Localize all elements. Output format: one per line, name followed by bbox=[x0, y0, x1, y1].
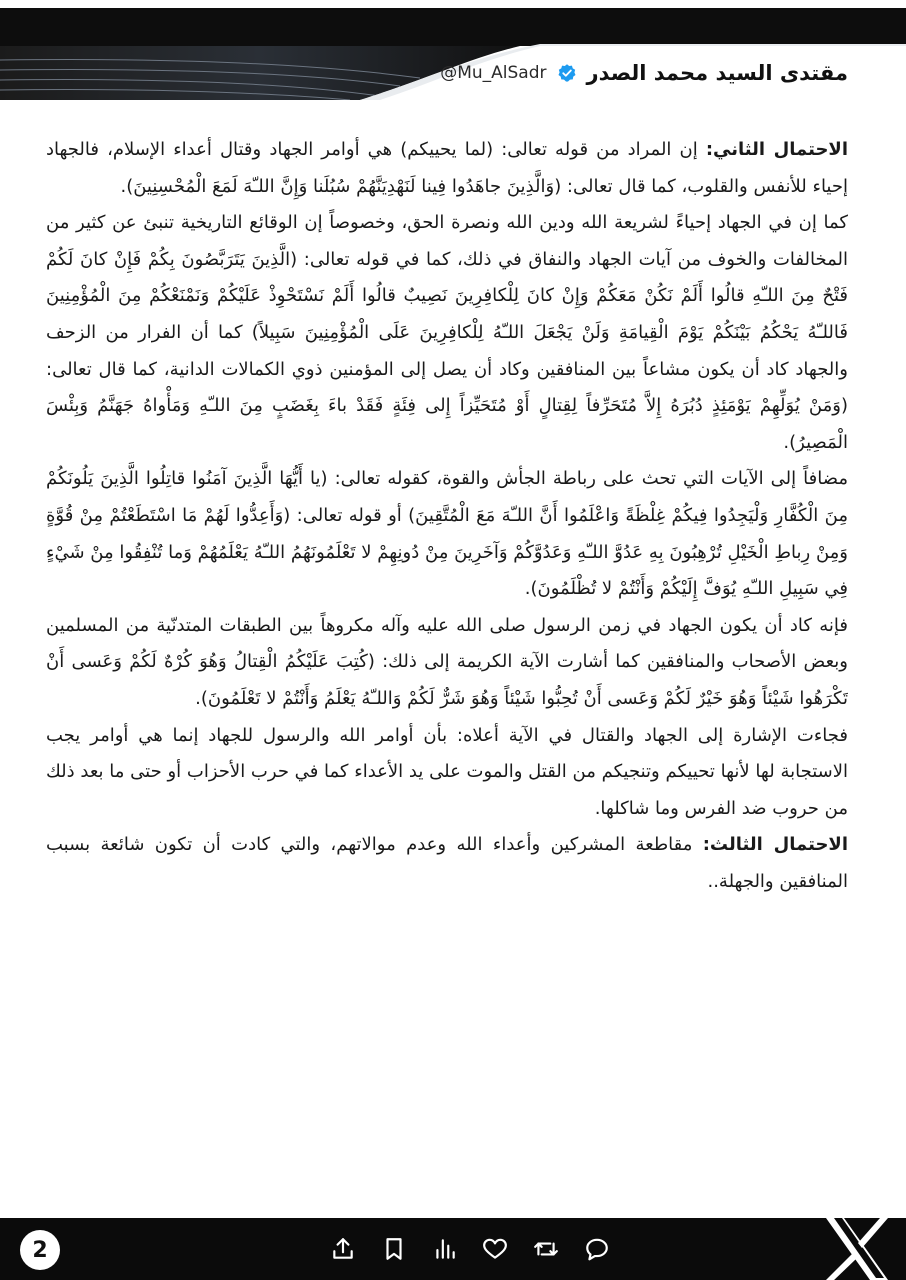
paragraph-text: إن المراد من قوله تعالى: (لما يحييكم) هي أوامر الجهاد وقتال أعداء الإسلام، فالجهاد إحياء للأنفس والقلوب، كما قال تعالى: (وَالَّذِينَ جاهَدُوا فِينا لَنَهْدِيَنَّهُمْ سُبُلَنا وَإِنَّ اللـّهَ لَمَعَ الْمُحْسِنِينَ). bbox=[46, 139, 848, 197]
paragraph-text: كما إن في الجهاد إحياءً لشريعة الله ودين الله ونصرة الحق، وخصوصاً إن الوقائع التاريخية تنبئ عن كثير من المخالفات والخوف من آيات الجهاد والنفاق في ذلك، كما في قوله تعالى: (الَّذِينَ يَتَرَبَّصُونَ بِكُمْ فَإِنْ كانَ لَكُمْ فَتْحٌ مِنَ اللـّهِ قالُوا أَلَمْ نَكُنْ مَعَكُمْ وَإِنْ كانَ لِلْكافِرِينَ نَصِيبٌ قالُوا أَلَمْ نَسْتَحْوِذْ عَلَيْكُمْ وَنَمْنَعْكُمْ مِنَ الْمُؤْمِنِينَ فَاللـّهُ يَحْكُمُ بَيْنَكُمْ يَوْمَ الْقِيامَةِ وَلَنْ يَجْعَلَ اللـّهُ لِلْكافِرِينَ عَلَى الْمُؤْمِنِينَ سَبِيلاً) كما أن الفرار من الزحف والجهاد كاد أن يكون مشاعاً بين المنافقين وكاد أن يصل إلى المؤمنين ذوي الكمالات الدانية، كما قال تعالى: (وَمَنْ يُوَلِّهِمْ يَوْمَئِذٍ دُبُرَهُ إِلاَّ مُتَحَرِّفاً لِقِتالٍ أَوْ مُتَحَيِّزاً إِلى فِئَةٍ فَقَدْ باءَ بِغَضَبٍ مِنَ اللـّهِ وَمَأْواهُ جَهَنَّمُ وَبِئْسَ الْمَصِيرُ). bbox=[46, 212, 848, 453]
repost-icon[interactable] bbox=[533, 1236, 559, 1262]
bookmark-icon[interactable] bbox=[381, 1236, 407, 1262]
paragraph-lead: الاحتمال الثالث: bbox=[702, 834, 848, 856]
paragraph bbox=[46, 132, 848, 205]
paragraph-lead: الاحتمال الثاني: bbox=[705, 139, 848, 160]
reply-icon[interactable] bbox=[584, 1236, 610, 1262]
page-number-badge: 2 bbox=[20, 1230, 60, 1270]
paragraph-text: مقاطعة المشركين وأعداء الله وعدم موالاتهم، والتي كادت أن تكون شائعة بسبب المنافقين والجهلة.. bbox=[46, 834, 848, 892]
paragraph-text: فإنه كاد أن يكون الجهاد في زمن الرسول صلى الله عليه وآله مكروهاً بين الطبقات المتدنّية من المسلمين وبعض الأصحاب والمنافقين كما أشارت الآية الكريمة إلى ذلك: (كُتِبَ عَلَيْكُمُ الْقِتالُ وَهُوَ كُرْهٌ لَكُمْ وَعَسى أَنْ تَكْرَهُوا شَيْئاً وَهُوَ خَيْرٌ لَكُمْ وَعَسى أَنْ تُحِبُّوا شَيْئاً وَهُوَ شَرٌّ لَكُمْ وَاللـّهُ يَعْلَمُ وَأَنْتُمْ لا تَعْلَمُونَ). bbox=[46, 614, 848, 709]
account-row[interactable] bbox=[440, 56, 848, 90]
paragraph-text: مضافاً إلى الآيات التي تحث على رباطة الجأش والقوة، كقوله تعالى: (يا أَيُّهَا الَّذِينَ آمَنُوا قاتِلُوا الَّذِينَ يَلُونَكُمْ مِنَ الْكُفَّارِ وَلْيَجِدُوا فِيكُمْ غِلْظَةً وَاعْلَمُوا أَنَّ اللـّهَ مَعَ الْمُتَّقِينَ) أو قوله تعالى: (وَأَعِدُّوا لَهُمْ مَا اسْتَطَعْتُمْ مِنْ قُوَّةٍ وَمِنْ رِباطِ الْخَيْلِ تُرْهِبُونَ بِهِ عَدُوَّ اللـّهِ وَعَدُوَّكُمْ وَآخَرِينَ مِنْ دُونِهِمْ لا تَعْلَمُونَهُمُ اللـّهُ يَعْلَمُهُمْ وَما تُنْفِقُوا مِنْ شَيْءٍ فِي سَبِيلِ اللـّهِ يُوَفَّ إِلَيْكُمْ وَأَنْتُمْ لا تُظْلَمُونَ). bbox=[46, 468, 848, 600]
action-bar bbox=[330, 1234, 610, 1264]
x-logo-icon bbox=[822, 1218, 892, 1280]
account-display-name[interactable]: مقتدى السيد محمد الصدر bbox=[586, 61, 848, 85]
paragraph bbox=[46, 718, 848, 828]
paragraph bbox=[46, 461, 848, 607]
paragraph bbox=[46, 827, 848, 900]
paragraph bbox=[46, 608, 848, 718]
paragraph bbox=[46, 205, 848, 461]
share-icon[interactable] bbox=[330, 1236, 356, 1262]
account-handle[interactable]: @Mu_AlSadr bbox=[440, 63, 547, 83]
like-icon[interactable] bbox=[482, 1236, 508, 1262]
views-icon[interactable] bbox=[432, 1236, 458, 1262]
paragraph-text: فجاءت الإشارة إلى الجهاد والقتال في الآية أعلاه: بأن أوامر الله والرسول للجهاد إنما هي أوامر يجب الاستجابة لها لأنها تحييكم وتنجيكم من القتل والموت على يد الأعداء كما في حرب الأحزاب أو حتى ما بعد ذلك من حروب ضد الفرس وما شاكلها. bbox=[46, 724, 848, 819]
post-body bbox=[46, 132, 848, 1212]
verified-badge-icon bbox=[557, 63, 577, 83]
post-footer bbox=[0, 1218, 906, 1280]
post-header bbox=[0, 0, 906, 100]
